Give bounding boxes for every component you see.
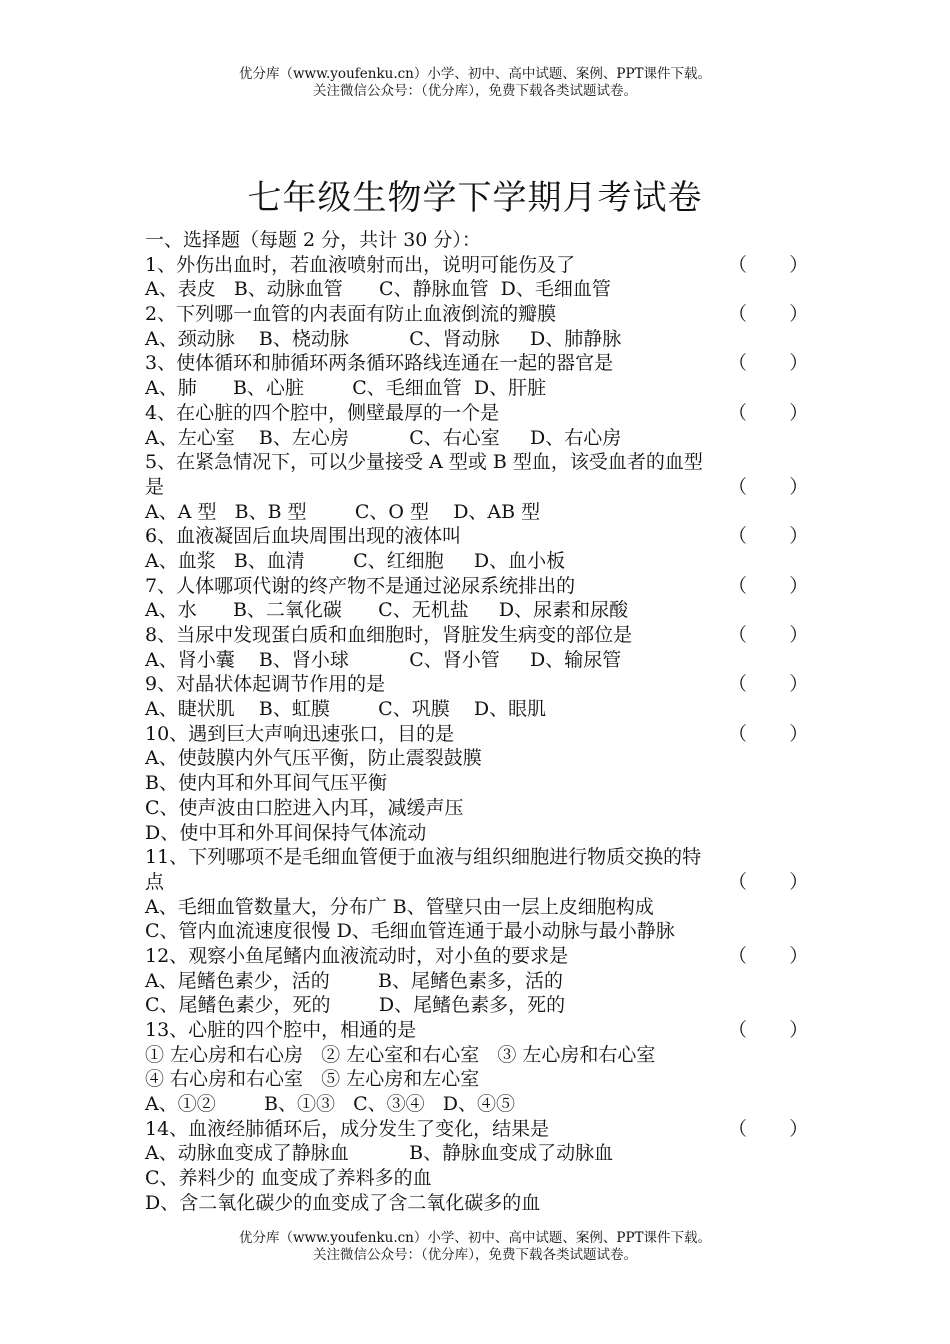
line-text: 8、当尿中发现蛋白质和血细胞时，肾脏发生病变的部位是 [145,624,633,646]
line-text: 一、选择题（每题 2 分，共计 30 分）： [145,229,481,251]
line-text: 7、人体哪项代谢的终产物不是通过泌尿系统排出的 [145,574,576,597]
answer-blank: （ ） [728,253,809,276]
exam-line [145,746,810,771]
answer-blank: （ ） [728,475,809,498]
line-text: A、毛细血管数量大，分布广 B、管壁只由一层上皮细胞构成 [145,895,654,918]
exam-line [145,1067,810,1092]
line-text: 9、对晶状体起调节作用的是 [145,673,386,696]
page-title: 七年级生物学下学期月考试卷 [247,178,703,218]
line-text: A、颈动脉 B、桡动脉 C、肾动脉 D、肺静脉 [145,327,622,350]
line-text: ④ 右心房和右心室 ⑤ 左心房和左心室 [145,1068,480,1091]
exam-line [145,623,810,648]
exam-line [145,648,810,673]
answer-blank: （ ） [728,352,809,375]
page-header [0,66,950,100]
exam-line [145,426,810,451]
exam-line [145,796,810,821]
exam-line [145,1117,810,1142]
exam-line [145,919,810,944]
line-text: A、表皮 B、动脉血管 C、静脉血管 D、毛细血管 [145,278,611,301]
exam-line [145,870,810,895]
line-text: A、左心室 B、左心房 C、右心室 D、右心房 [145,426,622,449]
exam-line [145,351,810,376]
line-text: A、血浆 B、血清 C、红细胞 D、血小板 [145,549,566,572]
line-text: D、使中耳和外耳间保持气体流动 [145,821,427,844]
line-text: A、A 型 B、B 型 C、O 型 D、AB 型 [145,500,541,523]
exam-line [145,672,810,697]
exam-line [145,401,810,426]
line-text: 2、下列哪一血管的内表面有防止血液倒流的瓣膜 [145,303,557,326]
exam-line [145,895,810,920]
line-text: 10、遇到巨大声响迅速张口，目的是 [145,722,455,745]
exam-line [145,228,810,253]
exam-line [145,1018,810,1043]
exam-line [145,524,810,549]
line-text: A、尾鳍色素少，活的 B、尾鳍色素多，活的 [145,969,564,992]
exam-line [145,302,810,327]
exam-line [145,969,810,994]
answer-blank: （ ） [728,1117,809,1140]
exam-line [145,821,810,846]
line-text: 5、在紧急情况下，可以少量接受 A 型或 B 型血，该受血者的血型 [145,451,703,474]
answer-blank: （ ） [728,624,809,646]
exam-content [145,228,810,1216]
line-text: 是 [145,475,165,498]
line-text: D、含二氧化碳少的血变成了含二氧化碳多的血 [145,1191,541,1214]
exam-line [145,993,810,1018]
line-text: 3、使体循环和肺循环两条循环路线连通在一起的器官是 [145,352,614,375]
exam-line [145,845,810,870]
exam-line [145,697,810,722]
line-text: 点 [145,870,165,893]
exam-line [145,574,810,599]
answer-blank: （ ） [728,870,809,893]
line-text: C、尾鳍色素少，死的 D、尾鳍色素多，死的 [145,994,566,1017]
line-text: 4、在心脏的四个腔中，侧壁最厚的一个是 [145,401,500,424]
line-text: C、养料少的 血变成了养料多的血 [145,1167,432,1190]
header-line-2: 关注微信公众号：（优分库），免费下载各类试题试卷。 [313,83,637,99]
exam-line [145,475,810,500]
answer-blank: （ ） [728,303,809,326]
line-text: A、睫状肌 B、虹膜 C、巩膜 D、眼肌 [145,698,547,721]
line-text: ① 左心房和右心房 ② 左心室和右心室 ③ 左心房和右心室 [145,1043,656,1066]
exam-line [145,1191,810,1216]
exam-line [145,1166,810,1191]
line-text: A、水 B、二氧化碳 C、无机盐 D、尿素和尿酸 [145,599,629,622]
footer-line-2: 关注微信公众号：（优分库），免费下载各类试题试卷。 [313,1247,637,1263]
line-text: 11、下列哪项不是毛细血管便于血液与组织细胞进行物质交换的特 [145,846,702,869]
exam-line [145,277,810,302]
exam-line [145,598,810,623]
exam-line [145,376,810,401]
exam-line [145,327,810,352]
exam-line [145,253,810,278]
line-text: 6、血液凝固后血块周围出现的液体叫 [145,525,462,548]
answer-blank: （ ） [728,722,809,745]
exam-line [145,944,810,969]
line-text: C、使声波由口腔进入内耳，减缓声压 [145,796,464,819]
answer-blank: （ ） [728,944,809,967]
line-text: A、肾小囊 B、肾小球 C、肾小管 D、输尿管 [145,648,622,671]
answer-blank: （ ） [728,574,809,597]
exam-line [145,1043,810,1068]
exam-line [145,1141,810,1166]
footer-line-1: 优分库（www.youfenku.cn）小学、初中、高中试题、案例、PPT课件下载。 [238,1230,712,1246]
answer-blank: （ ） [728,525,809,548]
line-text: A、使鼓膜内外气压平衡，防止震裂鼓膜 [145,747,482,770]
line-text: A、①② B、①③ C、③④ D、④⑤ [145,1093,516,1116]
line-text: 12、观察小鱼尾鳍内血液流动时，对小鱼的要求是 [145,944,569,967]
answer-blank: （ ） [728,401,809,424]
answer-blank: （ ） [728,1019,809,1041]
line-text: C、管内血流速度很慢 D、毛细血管连通于最小动脉与最小静脉 [145,920,675,943]
line-text: 1、外伤出血时，若血液喷射而出，说明可能伤及了 [145,253,576,276]
page-footer [0,1230,950,1264]
answer-blank: （ ） [728,673,809,696]
line-text: A、肺 B、心脏 C、毛细血管 D、肝脏 [145,377,547,400]
line-text: A、动脉血变成了静脉血 B、静脉血变成了动脉血 [145,1142,614,1165]
exam-line [145,450,810,475]
header-line-1: 优分库（www.youfenku.cn）小学、初中、高中试题、案例、PPT课件下载。 [238,66,712,82]
line-text: B、使内耳和外耳间气压平衡 [145,772,387,795]
line-text: 13、心脏的四个腔中，相通的是 [145,1019,417,1041]
exam-line [145,771,810,796]
exam-line [145,500,810,525]
line-text: 14、血液经肺循环后，成分发生了变化，结果是 [145,1117,550,1140]
exam-line [145,722,810,747]
exam-line [145,549,810,574]
exam-line [145,1092,810,1117]
